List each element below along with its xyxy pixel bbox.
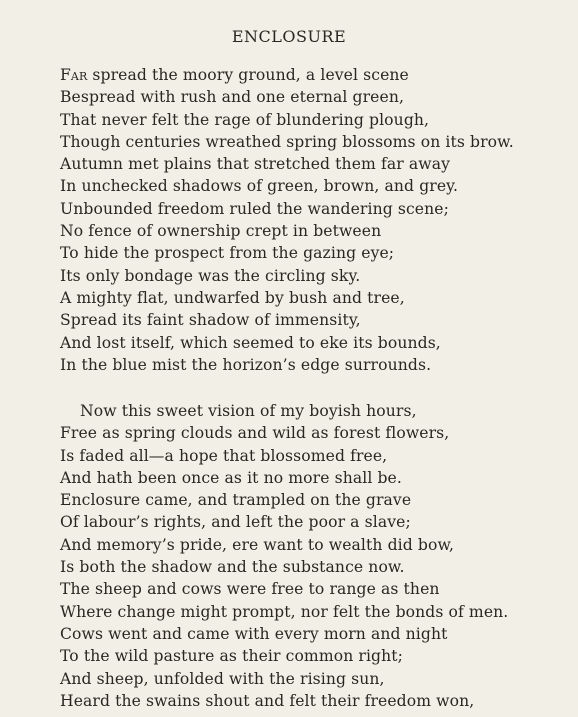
poem-line: A mighty flat, undwarfed by bush and tree, [60, 288, 405, 307]
poem-line: Of labour’s rights, and left the poor a slave; [60, 513, 411, 532]
poem-line: Free as spring clouds and wild as forest flowers, [60, 424, 450, 443]
stanza-2 [60, 400, 508, 712]
poem-line-text: spread the moory ground, a level scene [87, 66, 409, 84]
poem-line: Spread its faint shadow of immensity, [60, 311, 361, 330]
poem-line: To hide the prospect from the gazing eye; [60, 244, 395, 263]
poem-line: Bespread with rush and one eternal green, [60, 88, 405, 107]
poem-line: Though centuries wreathed spring blossoms on its brow. [60, 132, 514, 151]
poem-line: The sheep and cows were free to range as then [60, 580, 440, 599]
poem-line: Enclosure came, and trampled on the grave [60, 491, 412, 510]
poem-line: Autumn met plains that stretched them far away [60, 155, 450, 174]
poem-line: And memory’s pride, ere want to wealth did bow, [60, 535, 455, 554]
poem-line: And hath been once as it no more shall be. [60, 468, 402, 487]
poem-line: Unbounded freedom ruled the wandering scene; [60, 199, 449, 218]
drop-word: Far [60, 66, 88, 84]
stanza-1 [60, 64, 514, 376]
poem-line: Cows went and came with every morn and night [60, 624, 448, 643]
poem-line: And lost itself, which seemed to eke its bounds, [60, 333, 441, 352]
poem-line: No fence of ownership crept in between [60, 222, 382, 241]
poem-line: Now this sweet vision of my boyish hours, [80, 402, 417, 420]
poem-line: That never felt the rage of blundering plough, [60, 110, 430, 129]
poem-line: Is faded all—a hope that blossomed free, [60, 446, 388, 465]
poem-title: ENCLOSURE [231, 27, 347, 46]
poem-line: In unchecked shadows of green, brown, and grey. [60, 177, 459, 196]
poem-line [60, 64, 514, 86]
poem-line: Heard the swains shout and felt their freedom won, [60, 691, 475, 710]
poem-line: Where change might prompt, nor felt the bonds of men. [60, 602, 509, 621]
poem-line: To the wild pasture as their common right; [60, 647, 403, 666]
poem-line: And sheep, unfolded with the rising sun, [60, 669, 385, 688]
poem-line: Its only bondage was the circling sky. [60, 266, 361, 285]
poem-line: Is both the shadow and the substance now. [60, 558, 405, 577]
poem-line: In the blue mist the horizon’s edge surrounds. [60, 355, 432, 374]
